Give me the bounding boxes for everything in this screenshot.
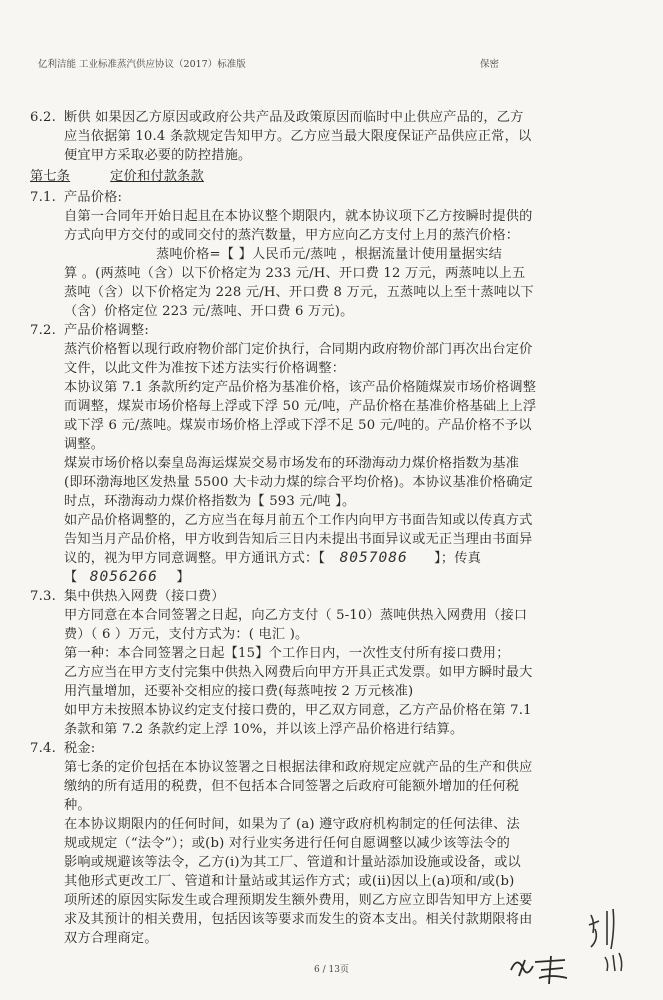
paragraph-line: 规或规定（“法令”）；或(b) 对行业实务进行任何自愿调整以减少该等法令的 <box>64 836 511 851</box>
section-7-3 <box>30 587 630 739</box>
paragraph-line: 双方合理商定。 <box>64 931 158 946</box>
paragraph-line: 时点，环渤海动力煤价格指数为【 593 元/吨 】。 <box>64 494 356 509</box>
paragraph-line: 本协议第 7.1 条款所约定产品价格为基准价格，该产品价格随煤炭市场价格调整 <box>64 380 537 395</box>
paragraph-line: （含）价格定位 223 元/蒸吨、开口费 6 万元)。 <box>64 304 354 319</box>
paragraph-line: 而调整，煤炭市场价格每上浮或下浮 50 元/吨，产品价格在基准价格基础上上浮 <box>64 399 537 414</box>
paragraph-line: 便宜甲方采取必要的防控措施。 <box>64 148 252 163</box>
paragraph-line: 方式向甲方交付的或同交付的蒸汽数量，甲方应向乙方支付上月的蒸汽价格： <box>64 228 520 243</box>
paragraph-line: 断供 如果因乙方原因或政府公共产品及政策原因而临时中止供应产品的，乙方 <box>64 110 524 125</box>
section-7-4 <box>30 739 630 948</box>
paragraph-line: 蒸吨价格=【 】人民币元/蒸吨 ，根据流量计使用量据实结 <box>156 247 502 262</box>
paragraph-line: 费）（ 6 ）万元，支付方式为：( 电汇 )。 <box>64 627 309 642</box>
paragraph-line: 种。 <box>64 798 91 813</box>
article-title: 定价和付款条款 <box>110 169 204 184</box>
section-title: 税金: <box>64 741 96 756</box>
page-number: 6 / 13页 <box>314 965 349 975</box>
paragraph-line: 影响或规避该等法令，乙方(i)为其工厂、管道和计量站添加设施或设备，或以 <box>64 855 521 870</box>
section-number: 6.2. <box>30 110 56 125</box>
paragraph-line: 用汽量增加，还要补交相应的接口费(每蒸吨按 2 万元核准) <box>64 684 414 699</box>
fax-label: 】；传真 <box>434 551 482 566</box>
paragraph-line: 其他形式更改工厂、管道和计量站或其运作方式；或(ii)因以上(a)项和/或(b) <box>64 874 515 889</box>
paragraph-line: 自第一合同年开始日起且在本协议整个期限内，就本协议项下乙方按瞬时提供的 <box>64 209 533 224</box>
paragraph-line: 应当依据第 10.4 条款规定告知甲方。乙方应当最大限度保证产品供应正常，以 <box>64 129 532 144</box>
paragraph-line: 文件，以此文件为准按下述方法实行价格调整： <box>64 361 346 376</box>
paragraph-line: 第一种：本合同签署之日起【15】个工作日内，一次性支付所有接口费用； <box>64 646 510 661</box>
section-title: 产品价格: <box>64 190 123 205</box>
handwritten-fax: 8056266 <box>89 569 158 585</box>
paragraph-line: 如产品价格调整的，乙方应当在每月前五个工作内向甲方书面告知或以传真方式 <box>64 513 533 528</box>
paragraph-line: 甲方同意在本合同签署之日起，向乙方支付（ 5-10）蒸吨供热入网费用（接口 <box>64 608 528 623</box>
paragraph-line: 在本协议期限内的任何时间，如果为了 (a) 遵守政府机构制定的任何法律、法 <box>64 817 520 832</box>
paragraph-line <box>64 549 630 568</box>
paragraph-line: 乙方应当在甲方支付完集中供热入网费后向甲方开具正式发票。如甲方瞬时最大 <box>64 665 533 680</box>
fax-close-bracket: 】 <box>176 570 190 585</box>
article-label: 第七条 <box>30 169 71 184</box>
paragraph-line <box>64 568 630 587</box>
paragraph-line: 或下浮 6 元/蒸吨。煤炭市场价格上浮或下浮不足 50 元/吨的。产品价格不予以 <box>64 418 532 433</box>
paragraph-line: 蒸吨（含）以下价格定为 228 元/H、开口费 8 万元，五蒸吨以上至十蒸吨以下 <box>64 285 534 300</box>
paragraph-line: 缴纳的所有适用的税费，但不包括本合同签署之后政府可能额外增加的任何税 <box>64 779 520 794</box>
paragraph-line: (即环渤海地区发热量 5500 大卡动力煤的综合平均价格)。本协议基准价格确定 <box>64 475 533 490</box>
paragraph-line: 煤炭市场价格以秦皇岛海运煤炭交易市场发布的环渤海动力煤价格指数为基准 <box>64 456 520 471</box>
section-7-2 <box>30 321 630 587</box>
document-body <box>30 108 630 948</box>
contact-text: 议的，视为甲方同意调整。甲方通讯方式：【 <box>64 551 326 566</box>
section-number: 7.4. <box>30 741 56 756</box>
header-title: 亿利洁能 工业标准蒸汽供应协议（2017）标准版 <box>38 59 246 70</box>
header-confidential: 保密 <box>480 59 500 70</box>
paragraph-line: 条款和第 7.2 条款约定上浮 10%，并以该上浮产品价格进行结算。 <box>64 722 464 737</box>
section-number: 7.3. <box>30 589 56 604</box>
section-title: 产品价格调整: <box>64 323 149 338</box>
paragraph-line: 调整。 <box>64 437 105 452</box>
paragraph-line: 算 。(两蒸吨（含）以下价格定为 233 元/H、开口费 12 万元，两蒸吨以上五 <box>64 266 526 281</box>
section-7-1 <box>30 188 630 321</box>
section-number: 7.2. <box>30 323 56 338</box>
handwritten-phone: 8057086 <box>339 550 408 566</box>
fax-open-bracket: 【 <box>64 570 78 585</box>
section-title: 集中供热入网费（接口费） <box>64 589 225 604</box>
paragraph-line: 第七条的定价包括在本协议签署之日根据法律和政府规定应就产品的生产和供应 <box>64 760 533 775</box>
section-number: 7.1. <box>30 190 56 205</box>
paragraph-line: 告知当月产品价格，甲方收到告知后三日内未提出书面异议或无正当理由书面异 <box>64 532 533 547</box>
section-6-2 <box>30 108 630 165</box>
paragraph-line: 求及其预计的相关费用，包括因该等要求而发生的资本支出。相关付款期限将由 <box>64 912 533 927</box>
paragraph-line: 蒸汽价格暂以现行政府物价部门定价执行，合同期内政府物价部门再次出台定价 <box>64 342 533 357</box>
article-7-heading <box>30 167 630 186</box>
paragraph-line: 如甲方未按照本协议约定支付接口费的，甲乙双方同意，乙方产品价格在第 7.1 <box>64 703 532 718</box>
paragraph-line: 项所述的原因实际发生或合理预期发生额外费用，则乙方应立即告知甲方上述要 <box>64 893 533 908</box>
